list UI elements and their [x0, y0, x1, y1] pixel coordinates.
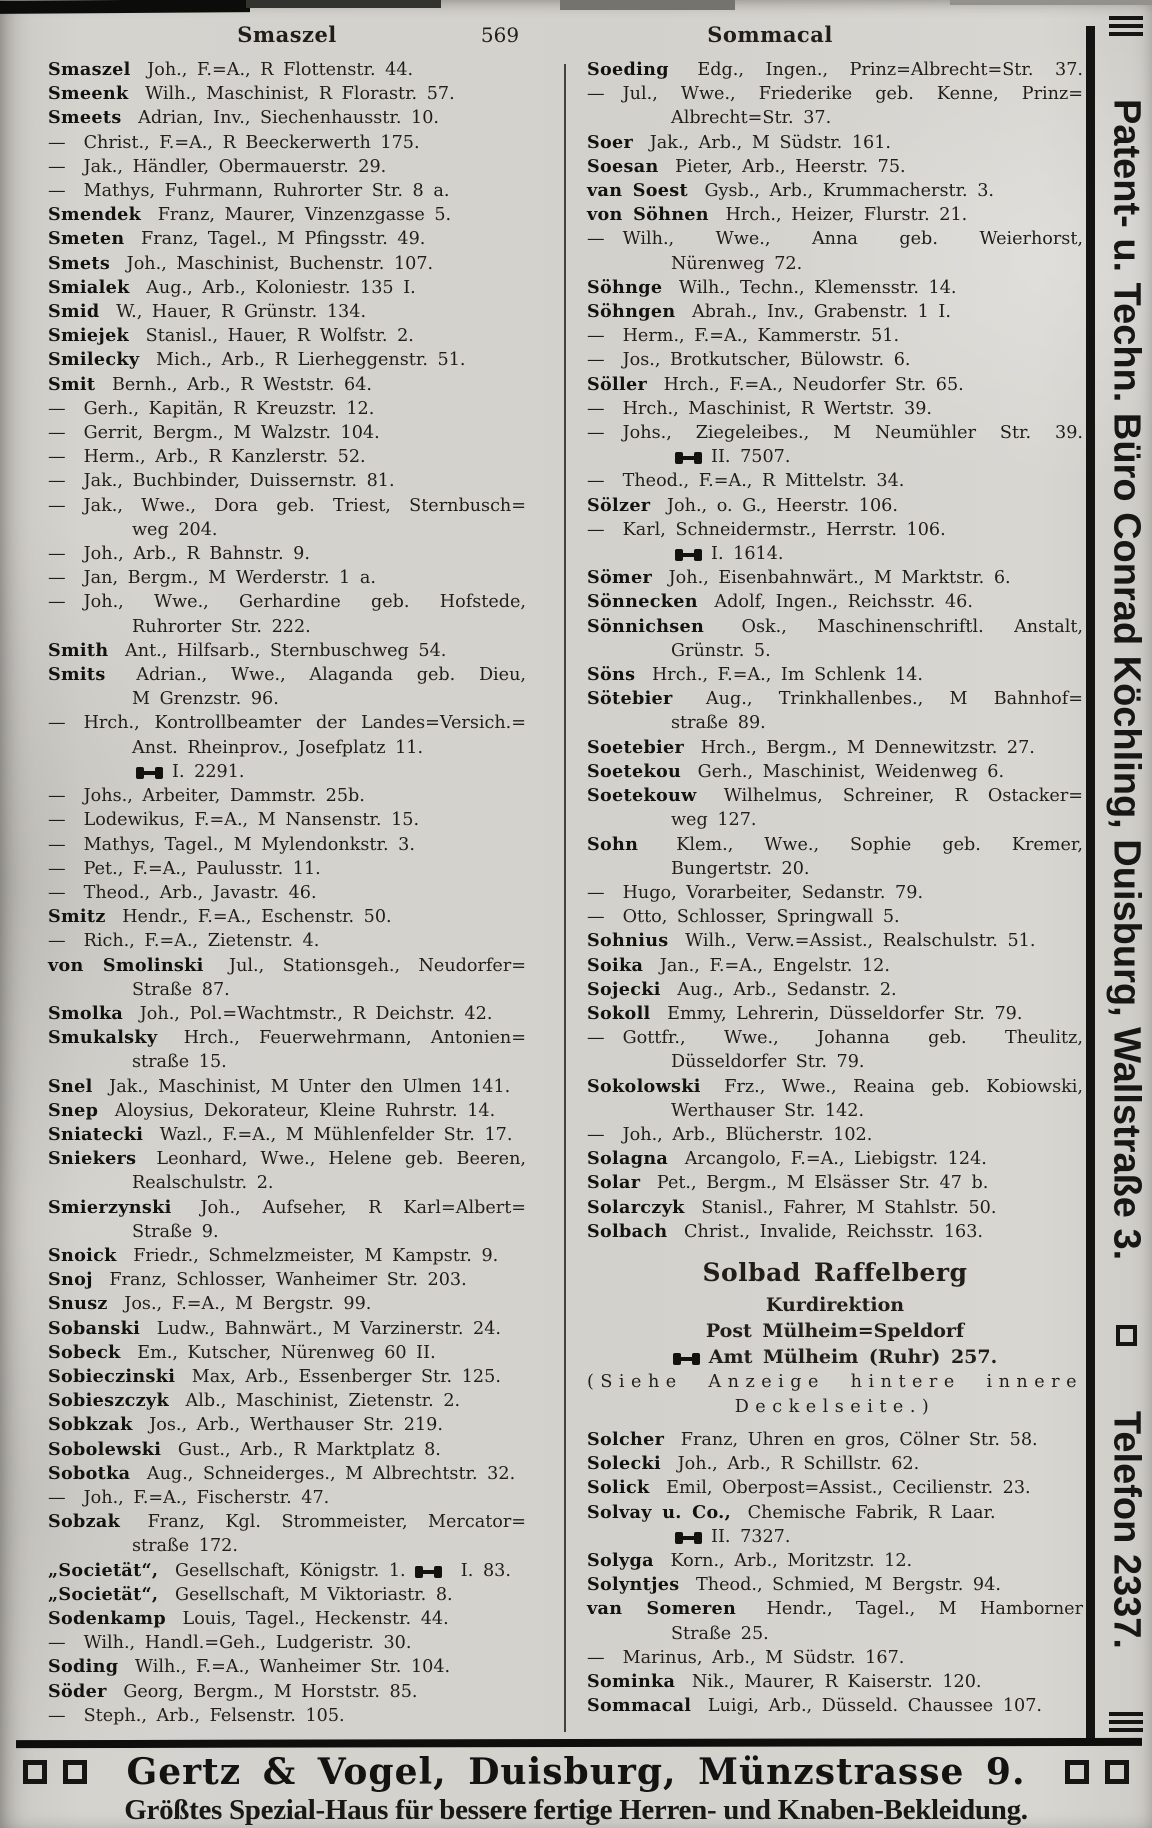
ditto-dash: — — [48, 1633, 66, 1654]
surname: Soesan — [587, 155, 659, 177]
directory-entry: Soer Jak., Arb., M Südstr. 161. — [587, 131, 892, 153]
surname: Sojecki — [587, 978, 661, 1000]
scan-artifact — [950, 0, 1152, 5]
directory-entry: — Jak., Wwe., Dora geb. Triest, Sternbusch= — [48, 494, 526, 518]
bottom-rule — [16, 1738, 1142, 1748]
ditto-dash: — — [48, 882, 66, 903]
surname: Söller — [587, 373, 648, 395]
square-ornament-icon — [63, 1760, 87, 1784]
directory-entry: straße 15. — [132, 1052, 227, 1073]
square-ornament-icon — [1105, 1760, 1129, 1784]
surname: Soeding — [587, 59, 669, 80]
phone-line: I. 1614. — [587, 542, 1083, 566]
directory-entry: — Otto, Schlosser, Springwall 5. — [587, 905, 1083, 929]
directory-entry: van Someren Hendr., Tagel., M Hamborner — [587, 1598, 1083, 1620]
directory-entry: Solyga Korn., Arb., Moritzstr. 12. — [587, 1549, 913, 1571]
directory-entry: Bungertstr. 20. — [671, 858, 810, 879]
surname: Sobieszczyk — [48, 1390, 169, 1412]
surname: Soika — [587, 954, 644, 976]
directory-entry: Sobieczinski Max, Arb., Essenberger Str. 125. — [48, 1365, 501, 1387]
directory-entry: Smaszel Joh., F.=A., R Flottenstr. 44. — [48, 59, 414, 80]
surname: Sniekers — [48, 1148, 137, 1170]
directory-entry: — Johs., Ziegeleibes., M Neumühler Str. 39. — [587, 421, 1083, 445]
surname: Smeten — [48, 228, 125, 250]
square-ornament-icon — [1116, 1325, 1137, 1346]
surname: Snep — [48, 1099, 99, 1121]
directory-entry: — Hrch., Maschinist, R Wertstr. 39. — [587, 397, 1083, 421]
surname: Sömer — [587, 567, 653, 589]
bottom-ad-subtitle: Größtes Spezial-Haus für bessere fertige Herren- und Knaben-Bekleidung. — [124, 1794, 1028, 1826]
surname: Sohn — [587, 833, 639, 855]
telephone-icon — [675, 1533, 702, 1543]
surname: Söhnge — [587, 276, 663, 298]
directory-entry: Snoick Friedr., Schmelzmeister, M Kampstr. 9. — [48, 1244, 499, 1266]
directory-entry: Smeenk Wilh., Maschinist, R Florastr. 57. — [48, 83, 455, 105]
surname: Smendek — [48, 204, 142, 226]
surname: Soding — [48, 1656, 119, 1678]
directory-entry: M Grenzstr. 96. — [132, 689, 279, 710]
directory-entry: Ruhrorter Str. 222. — [132, 616, 311, 637]
ditto-dash: — — [587, 471, 605, 492]
directory-entry: — Hrch., Kontrollbeamter der Landes=Versich.= — [48, 711, 526, 735]
directory-entry: Straße 25. — [671, 1623, 769, 1644]
directory-entry: Sobotka Aug., Schneiderges., M Albrechtstr. 32. — [48, 1462, 516, 1484]
directory-entry: Soetekouw Wilhelmus, Schreiner, R Ostacker= — [587, 785, 1083, 807]
inline-ad-line: (Siehe Anzeige hintere innere — [587, 1371, 1083, 1392]
directory-entry: — Christ., F.=A., R Beeckerwerth 175. — [48, 131, 526, 155]
directory-entry: Straße 87. — [132, 979, 230, 1000]
directory-entry: — Jak., Händler, Obermauerstr. 29. — [48, 155, 526, 179]
directory-entry: Sominka Nik., Maurer, R Kaiserstr. 120. — [587, 1670, 982, 1692]
surname: Sominka — [587, 1670, 676, 1692]
directory-entry: — Mathys, Fuhrmann, Ruhrorter Str. 8 a. — [48, 179, 526, 203]
directory-entry: Smolka Joh., Pol.=Wachtmstr., R Deichstr. 42. — [48, 1002, 493, 1024]
surname: Söhngen — [587, 301, 676, 323]
surname: von Smolinski — [48, 954, 204, 976]
directory-entry: — Herm., Arb., R Kanzlerstr. 52. — [48, 445, 526, 469]
directory-entry: Snusz Jos., F.=A., M Bergstr. 99. — [48, 1293, 372, 1315]
ditto-dash: — — [48, 181, 66, 202]
directory-entry: Sniekers Leonhard, Wwe., Helene geb. Beeren, — [48, 1148, 527, 1170]
surname: Solyntjes — [587, 1574, 680, 1596]
directory-entry: Smitz Hendr., F.=A., Eschenstr. 50. — [48, 906, 392, 928]
directory-entry: Söder Georg, Bergm., M Horststr. 85. — [48, 1680, 418, 1702]
directory-entry: Sobzak Franz, Kgl. Strommeister, Mercator= — [48, 1511, 527, 1533]
directory-entry: Smeets Adrian, Inv., Siechenhausstr. 10. — [48, 107, 440, 129]
directory-entry: Soesan Pieter, Arb., Heerstr. 75. — [587, 155, 906, 177]
surname: Smith — [48, 639, 109, 661]
directory-entry: Sobkzak Jos., Arb., Werthauser Str. 219. — [48, 1414, 443, 1436]
inline-ad-line: Post Mülheim=Speldorf — [705, 1319, 965, 1342]
surname: Sobanski — [48, 1317, 141, 1339]
telephone-icon — [675, 453, 702, 463]
sidebar-rule — [1086, 26, 1095, 1738]
surname: Smeenk — [48, 83, 129, 105]
surname: Sönnichsen — [587, 615, 705, 637]
ditto-dash: — — [587, 326, 605, 347]
directory-entry: Solagna Arcangolo, F.=A., Liebigstr. 124. — [587, 1148, 987, 1170]
surname: Smitz — [48, 906, 106, 928]
directory-entry: — Karl, Schneidermstr., Herrstr. 106. — [587, 518, 1083, 542]
directory-entry: — Gottfr., Wwe., Johanna geb. Theulitz, — [587, 1026, 1083, 1050]
ditto-dash: — — [48, 834, 66, 855]
surname: Sokoll — [587, 1002, 651, 1024]
bottom-ad-title: Gertz & Vogel, Duisburg, Münzstrasse 9. — [126, 1751, 1026, 1793]
ditto-dash: — — [48, 423, 66, 444]
directory-entry: Sölzer Joh., o. G., Heerstr. 106. — [587, 494, 898, 516]
directory-entry: Soetebier Hrch., Bergm., M Dennewitzstr. 27. — [587, 736, 1035, 758]
scan-artifact — [246, 0, 441, 8]
square-ornament-icon — [1065, 1760, 1089, 1784]
directory-entry: — Theod., F.=A., R Mittelstr. 34. — [587, 469, 1083, 493]
directory-entry: Sobolewski Gust., Arb., R Marktplatz 8. — [48, 1438, 441, 1460]
directory-entry: Solbach Christ., Invalide, Reichsstr. 163. — [587, 1220, 983, 1242]
surname: Smits — [48, 664, 106, 686]
double-rule-ornament — [1109, 12, 1143, 40]
directory-entry: Solar Pet., Bergm., M Elsässer Str. 47 b. — [587, 1172, 989, 1194]
ditto-dash: — — [48, 931, 66, 952]
square-ornament-icon — [23, 1760, 47, 1784]
ditto-dash: — — [587, 1028, 605, 1049]
surname: Snusz — [48, 1293, 108, 1315]
inline-ad-line: Deckelseite.) — [734, 1396, 936, 1417]
directory-entry: Sojecki Aug., Arb., Sedanstr. 2. — [587, 978, 897, 1000]
scan-artifact — [0, 0, 250, 14]
surname: „Societät“, — [48, 1583, 159, 1605]
directory-entry: — Wilh., Wwe., Anna geb. Weierhorst, — [587, 227, 1083, 251]
directory-entry: Sobieszczyk Alb., Maschinist, Zietenstr. 2. — [48, 1390, 461, 1412]
surname: Smit — [48, 373, 96, 395]
directory-entry: Sobanski Ludw., Bahnwärt., M Varzinerstr. 24. — [48, 1317, 502, 1339]
directory-entry: Smendek Franz, Maurer, Vinzenzgasse 5. — [48, 204, 452, 226]
directory-entry: Solvay u. Co., Chemische Fabrik, R Laar. — [587, 1501, 996, 1523]
directory-entry: Söns Hrch., F.=A., Im Schlenk 14. — [587, 664, 924, 686]
directory-entry: Werthauser Str. 142. — [671, 1100, 865, 1121]
directory-entry: — Mathys, Tagel., M Mylendonkstr. 3. — [48, 833, 526, 857]
ditto-dash: — — [587, 229, 605, 250]
surname: van Soest — [587, 180, 688, 202]
ditto-dash: — — [48, 132, 66, 153]
ditto-dash: — — [587, 1124, 605, 1145]
surname: Sniatecki — [48, 1123, 144, 1145]
ditto-dash: — — [587, 882, 605, 903]
column-right — [587, 58, 1083, 1718]
directory-entry: Snoj Franz, Schlosser, Wanheimer Str. 203. — [48, 1269, 467, 1291]
directory-entry: Smith Ant., Hilfsarb., Sternbuschweg 54. — [48, 639, 447, 661]
directory-entry: — Rich., F.=A., Zietenstr. 4. — [48, 929, 526, 953]
inline-ad-line: Solbad Raffelberg — [702, 1257, 968, 1287]
surname: Solyga — [587, 1549, 654, 1571]
surname: Solecki — [587, 1453, 662, 1475]
directory-entry: Sniatecki Wazl., F.=A., M Mühlenfelder Str. 17. — [48, 1123, 513, 1145]
surname: Sötebier — [587, 688, 673, 710]
directory-entry: Soding Wilh., F.=A., Wanheimer Str. 104. — [48, 1656, 451, 1678]
directory-entry: Solecki Joh., Arb., R Schillstr. 62. — [587, 1453, 920, 1475]
ditto-dash: — — [48, 810, 66, 831]
directory-entry: Smilecky Mich., Arb., R Lierheggenstr. 51. — [48, 349, 466, 371]
inline-ad-line: Kurdirektion — [765, 1293, 905, 1316]
ditto-dash: — — [48, 447, 66, 468]
directory-entry: — Joh., F.=A., Fischerstr. 47. — [48, 1486, 526, 1510]
directory-entry: — Steph., Arb., Felsenstr. 105. — [48, 1704, 526, 1728]
surname: Smaszel — [48, 59, 131, 80]
directory-entry: — Hugo, Vorarbeiter, Sedanstr. 79. — [587, 881, 1083, 905]
directory-entry: Söller Hrch., F.=A., Neudorfer Str. 65. — [587, 373, 964, 395]
inline-ad-line: Amt Mülheim (Ruhr) 257. — [587, 1344, 1083, 1370]
directory-entry: Smeten Franz, Tagel., M Pfingsstr. 49. — [48, 228, 426, 250]
directory-entry: Smits Adrian., Wwe., Alaganda geb. Dieu, — [48, 664, 527, 686]
surname: Smid — [48, 301, 100, 323]
surname: Smiejek — [48, 325, 130, 347]
telephone-icon — [136, 768, 163, 778]
surname: Smeets — [48, 107, 122, 129]
guide-word-left: Smaszel — [237, 22, 337, 47]
ditto-dash: — — [587, 84, 605, 105]
directory-entry: — Marinus, Arb., M Südstr. 167. — [587, 1646, 1083, 1670]
directory-entry: Realschulstr. 2. — [132, 1173, 274, 1194]
ditto-dash: — — [48, 398, 66, 419]
surname: Sönnecken — [587, 591, 698, 613]
surname: Sobzak — [48, 1511, 121, 1533]
surname: Soer — [587, 131, 634, 153]
directory-entry: Soeding Edg., Ingen., Prinz=Albrecht=Str. 37. — [587, 59, 1084, 80]
directory-entry: weg 127. — [671, 810, 757, 831]
surname: Soetekou — [587, 760, 682, 782]
surname: Sokolowski — [587, 1075, 701, 1097]
ditto-dash: — — [48, 858, 66, 879]
surname: Solvay u. Co., — [587, 1501, 732, 1523]
ditto-dash: — — [48, 786, 66, 807]
surname: Smierzynski — [48, 1196, 172, 1218]
surname: Solar — [587, 1172, 641, 1194]
surname: Solcher — [587, 1428, 665, 1450]
column-left — [48, 58, 526, 1728]
double-rule-ornament — [1109, 1708, 1143, 1736]
ditto-dash: — — [587, 519, 605, 540]
ditto-dash: — — [48, 1487, 66, 1508]
directory-entry: Sokoll Emmy, Lehrerin, Düsseldorfer Str. 79. — [587, 1002, 1023, 1024]
ditto-dash: — — [587, 398, 605, 419]
phone-line: II. 7507. — [587, 445, 1083, 469]
surname: Snoj — [48, 1269, 93, 1291]
directory-entry: — Theod., Arb., Javastr. 46. — [48, 881, 526, 905]
column-divider — [564, 64, 566, 1732]
directory-entry: von Söhnen Hrch., Heizer, Flurstr. 21. — [587, 204, 968, 226]
surname: Söns — [587, 664, 636, 686]
directory-entry: — Lodewikus, F.=A., M Nansenstr. 15. — [48, 808, 526, 832]
directory-entry: Snel Jak., Maschinist, M Unter den Ulmen 141. — [48, 1075, 511, 1097]
ditto-dash: — — [48, 544, 66, 565]
directory-entry: — Jak., Buchbinder, Duissernstr. 81. — [48, 469, 526, 493]
surname: Solbach — [587, 1220, 668, 1242]
directory-entry: Smierzynski Joh., Aufseher, R Karl=Albert= — [48, 1196, 526, 1218]
directory-entry: — Joh., Arb., R Bahnstr. 9. — [48, 542, 526, 566]
surname: Sölzer — [587, 494, 651, 516]
surname: Smialek — [48, 276, 130, 298]
directory-entry: Sokolowski Frz., Wwe., Reaina geb. Kobiowski, — [587, 1075, 1083, 1097]
directory-entry: Albrecht=Str. 37. — [671, 108, 832, 129]
directory-entry: — Herm., F.=A., Kammerstr. 51. — [587, 324, 1083, 348]
directory-entry: Sobeck Em., Kutscher, Nürenweg 60 II. — [48, 1341, 436, 1363]
surname: Solick — [587, 1477, 650, 1499]
directory-entry: Sömer Joh., Eisenbahnwärt., M Marktstr. 6. — [587, 567, 1011, 589]
surname: Smolka — [48, 1002, 124, 1024]
directory-entry: Düsseldorfer Str. 79. — [671, 1052, 865, 1073]
directory-entry: van Soest Gysb., Arb., Krummacherstr. 3. — [587, 180, 995, 202]
directory-entry: Solyntjes Theod., Schmied, M Bergstr. 94. — [587, 1574, 1001, 1596]
surname: Smets — [48, 252, 111, 274]
ditto-dash: — — [587, 1647, 605, 1668]
surname: Sobkzak — [48, 1414, 133, 1436]
directory-entry: Soetekou Gerh., Maschinist, Weidenweg 6. — [587, 760, 1005, 782]
directory-entry: Sönnecken Adolf, Ingen., Reichsstr. 46. — [587, 591, 973, 613]
surname: Sodenkamp — [48, 1608, 166, 1629]
directory-entry: weg 204. — [132, 519, 218, 540]
surname: van Someren — [587, 1598, 737, 1620]
surname: von Söhnen — [587, 204, 709, 226]
sidebar-ad — [1100, 12, 1152, 1736]
bottom-ad-headline — [0, 1751, 1152, 1793]
directory-entry: Sommacal Luigi, Arb., Düsseld. Chaussee 107. — [587, 1695, 1042, 1717]
ditto-dash: — — [587, 350, 605, 371]
surname: Smilecky — [48, 349, 140, 371]
directory-entry: Smets Joh., Maschinist, Buchenstr. 107. — [48, 252, 434, 274]
telephone-icon — [673, 1354, 700, 1364]
ditto-dash: — — [48, 1705, 66, 1726]
surname: Soetebier — [587, 736, 685, 758]
ditto-dash: — — [48, 592, 66, 613]
ditto-dash: — — [48, 495, 66, 516]
ditto-dash: — — [48, 713, 66, 734]
directory-entry: Sohn Klem., Wwe., Sophie geb. Kremer, — [587, 833, 1083, 855]
surname: „Societät“, — [48, 1559, 159, 1581]
directory-entry: Smid W., Hauer, R Grünstr. 134. — [48, 301, 367, 323]
directory-entry: Smit Bernh., Arb., R Weststr. 64. — [48, 373, 373, 395]
phone-line: I. 2291. — [48, 760, 526, 784]
surname: Snoick — [48, 1244, 117, 1266]
directory-entry: Sötebier Aug., Trinkhallenbes., M Bahnhof= — [587, 688, 1083, 710]
directory-entry: Soika Jan., F.=A., Engelstr. 12. — [587, 954, 890, 976]
directory-entry: — Pet., F.=A., Paulusstr. 11. — [48, 857, 526, 881]
ditto-dash: — — [48, 471, 66, 492]
directory-entry: Smiejek Stanisl., Hauer, R Wolfstr. 2. — [48, 325, 414, 347]
directory-entry: — Jan, Bergm., M Werderstr. 1 a. — [48, 566, 526, 590]
directory-entry: Sohnius Wilh., Verw.=Assist., Realschulstr. 51. — [587, 930, 1036, 952]
directory-entry: Söhnge Wilh., Techn., Klemensstr. 14. — [587, 276, 957, 298]
surname: Solarczyk — [587, 1196, 685, 1218]
directory-entry: Solcher Franz, Uhren en gros, Cölner Str. 58. — [587, 1428, 1038, 1450]
directory-entry: „Societät“, Gesellschaft, M Viktoriastr. 8. — [48, 1583, 453, 1605]
telephone-icon — [415, 1567, 442, 1577]
surname: Sobieczinski — [48, 1365, 176, 1387]
guide-word-right: Sommacal — [707, 22, 833, 47]
surname: Sommacal — [587, 1695, 692, 1717]
directory-entry: von Smolinski Jul., Stationsgeh., Neudorfer= — [48, 954, 526, 976]
directory-entry: — Jul., Wwe., Friederike geb. Kenne, Prinz= — [587, 82, 1083, 106]
scan-artifact — [560, 0, 735, 10]
directory-entry: Sodenkamp Louis, Tagel., Heckenstr. 44. — [48, 1608, 449, 1629]
directory-entry: — Gerh., Kapitän, R Kreuzstr. 12. — [48, 397, 526, 421]
sidebar-ad-text: Patent- u. Techn. Büro Conrad Köchling, Duisburg, Wallstraße 3. — [1105, 98, 1148, 1261]
surname: Solagna — [587, 1148, 669, 1170]
directory-entry: Smukalsky Hrch., Feuerwehrmann, Antonien= — [48, 1027, 526, 1049]
surname: Sobolewski — [48, 1438, 162, 1460]
directory-entry: — Johs., Arbeiter, Dammstr. 25b. — [48, 784, 526, 808]
directory-entry: straße 89. — [671, 713, 766, 734]
directory-entry: — Joh., Wwe., Gerhardine geb. Hofstede, — [48, 590, 526, 614]
directory-entry: Smialek Aug., Arb., Koloniestr. 135 I. — [48, 276, 416, 298]
directory-entry: — Joh., Arb., Blücherstr. 102. — [587, 1123, 1083, 1147]
directory-entry: — Gerrit, Bergm., M Walzstr. 104. — [48, 421, 526, 445]
ditto-dash: — — [587, 907, 605, 928]
surname: Sobeck — [48, 1341, 121, 1363]
page-number: 569 — [480, 23, 520, 47]
directory-entry: „Societät“, Gesellschaft, Königstr. 1. I. 83. — [48, 1559, 511, 1581]
directory-entry: — Wilh., Handl.=Geh., Ludgeristr. 30. — [48, 1631, 526, 1655]
phone-line: II. 7327. — [587, 1525, 1083, 1549]
directory-entry: Anst. Rheinprov., Josefplatz 11. — [132, 737, 424, 758]
directory-entry: Straße 9. — [132, 1221, 219, 1242]
directory-entry: straße 172. — [132, 1536, 238, 1557]
directory-entry: Solick Emil, Oberpost=Assist., Cecilienstr. 23. — [587, 1477, 1031, 1499]
directory-entry: Grünstr. 5. — [671, 640, 771, 661]
directory-entry: Söhngen Abrah., Inv., Grabenstr. 1 I. — [587, 301, 951, 323]
ditto-dash: — — [48, 568, 66, 589]
surname: Snel — [48, 1075, 93, 1097]
directory-entry: Sönnichsen Osk., Maschinenschriftl. Anstalt, — [587, 615, 1083, 637]
directory-entry: Nürenweg 72. — [671, 253, 803, 274]
sidebar-ad-telefon: Telefon 2337. — [1105, 1411, 1148, 1650]
ditto-dash: — — [587, 423, 605, 444]
surname: Soetekouw — [587, 785, 697, 807]
surname: Sohnius — [587, 930, 669, 952]
directory-entry: — Jos., Brotkutscher, Bülowstr. 6. — [587, 348, 1083, 372]
ditto-dash: — — [48, 156, 66, 177]
telephone-icon — [675, 550, 702, 560]
surname: Sobotka — [48, 1462, 131, 1484]
surname: Söder — [48, 1680, 107, 1702]
bottom-ad — [0, 1751, 1152, 1827]
directory-entry: Solarczyk Stanisl., Fahrer, M Stahlstr. 50. — [587, 1196, 997, 1218]
surname: Smukalsky — [48, 1027, 158, 1049]
directory-entry: Snep Aloysius, Dekorateur, Kleine Ruhrstr. 14. — [48, 1099, 496, 1121]
